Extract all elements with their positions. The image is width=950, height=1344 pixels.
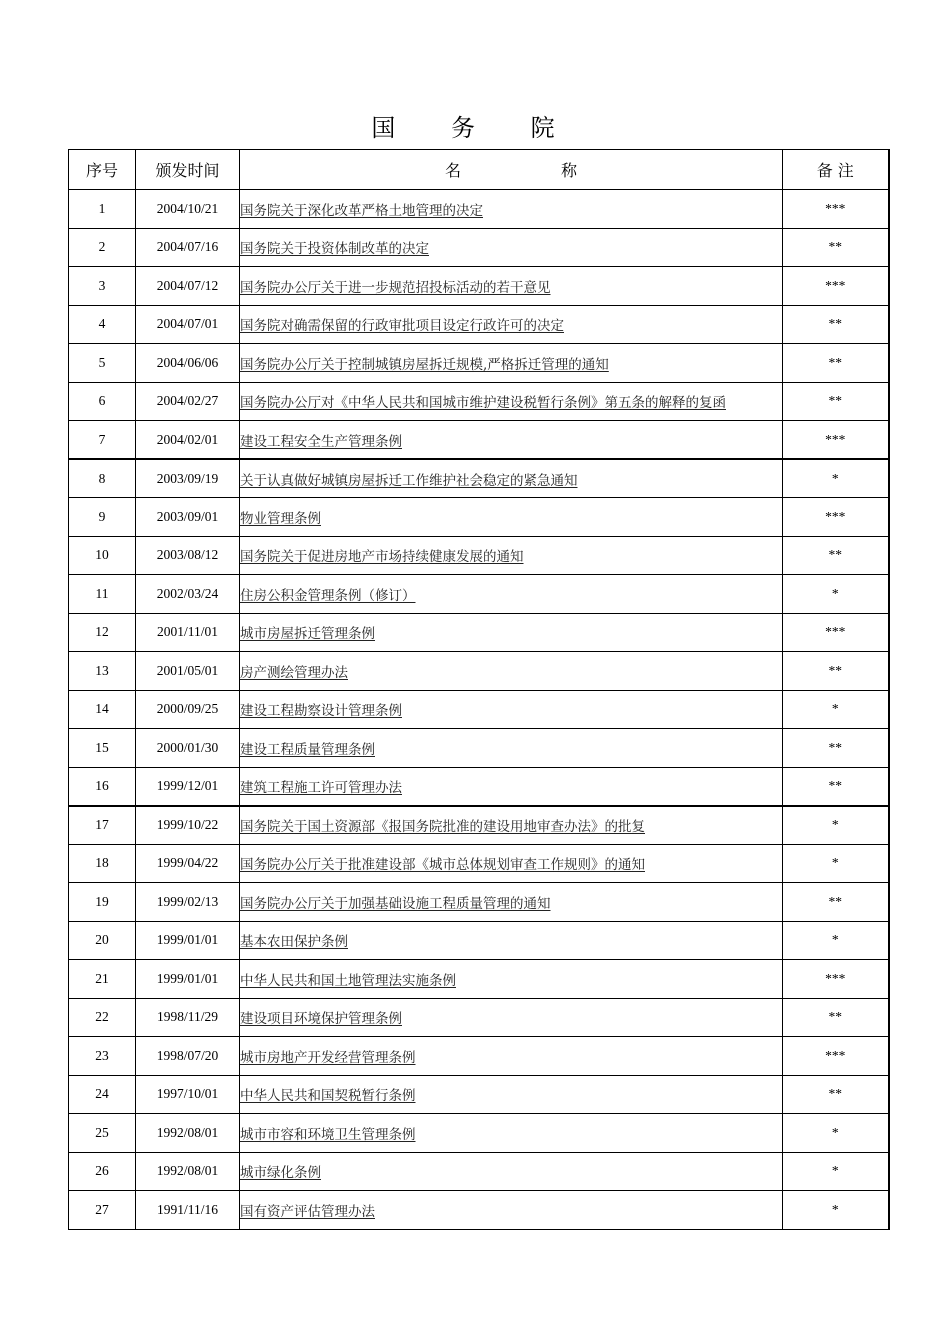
- row-date: 1992/08/01: [136, 1152, 240, 1191]
- row-seq: 12: [69, 613, 136, 652]
- row-date: 2003/09/19: [136, 459, 240, 498]
- row-date: 2000/09/25: [136, 690, 240, 729]
- row-date: 1999/12/01: [136, 767, 240, 806]
- regulation-link[interactable]: 城市房屋拆迁管理条例: [240, 626, 375, 643]
- regulation-link[interactable]: 城市房地产开发经营管理条例: [240, 1049, 416, 1066]
- row-date: 1999/10/22: [136, 806, 240, 845]
- row-seq: 18: [69, 844, 136, 883]
- table-row: [69, 498, 889, 537]
- row-name-cell: [240, 690, 783, 729]
- header-seq: 序号: [69, 150, 136, 190]
- regulation-link[interactable]: 中华人民共和国土地管理法实施条例: [240, 972, 456, 989]
- row-name-cell: [240, 921, 783, 960]
- table-row: [69, 613, 889, 652]
- row-date: 2004/07/16: [136, 228, 240, 267]
- row-seq: 15: [69, 729, 136, 768]
- row-name-cell: [240, 844, 783, 883]
- row-note: *: [783, 459, 889, 498]
- row-name-cell: [240, 1191, 783, 1230]
- row-seq: 13: [69, 652, 136, 691]
- row-name-cell: [240, 459, 783, 498]
- row-date: 1999/01/01: [136, 921, 240, 960]
- row-seq: 25: [69, 1114, 136, 1153]
- row-seq: 6: [69, 382, 136, 421]
- row-note: *: [783, 1114, 889, 1153]
- header-name: [240, 150, 783, 190]
- table-row: [69, 806, 889, 845]
- row-note: ***: [783, 421, 889, 460]
- table-row: [69, 1114, 889, 1153]
- regulation-link[interactable]: 国务院办公厅对《中华人民共和国城市维护建设税暂行条例》第五条的解释的复函: [240, 395, 726, 412]
- row-date: 2003/09/01: [136, 498, 240, 537]
- row-date: 1997/10/01: [136, 1075, 240, 1114]
- row-note: **: [783, 729, 889, 768]
- table-row: [69, 1075, 889, 1114]
- table-row: [69, 690, 889, 729]
- row-name-cell: [240, 806, 783, 845]
- row-date: 2002/03/24: [136, 575, 240, 614]
- regulation-link[interactable]: 国务院关于国土资源部《报国务院批准的建设用地审查办法》的批复: [240, 819, 645, 835]
- table-row: [69, 267, 889, 306]
- row-note: *: [783, 921, 889, 960]
- row-note: **: [783, 652, 889, 691]
- row-seq: 14: [69, 690, 136, 729]
- table-row: [69, 652, 889, 691]
- row-name-cell: [240, 767, 783, 806]
- table-row: [69, 536, 889, 575]
- regulation-link[interactable]: 国务院关于促进房地产市场持续健康发展的通知: [240, 549, 524, 566]
- table-row: [69, 382, 889, 421]
- row-note: *: [783, 575, 889, 614]
- table-row: [69, 1191, 889, 1230]
- regulation-link[interactable]: 关于认真做好城镇房屋拆迁工作维护社会稳定的紧急通知: [240, 472, 578, 489]
- table-row: [69, 459, 889, 498]
- row-name-cell: [240, 960, 783, 999]
- row-date: 1998/11/29: [136, 998, 240, 1037]
- row-seq: 5: [69, 344, 136, 383]
- row-date: 2004/02/01: [136, 421, 240, 460]
- row-name-cell: [240, 998, 783, 1037]
- row-seq: 8: [69, 459, 136, 498]
- table-row: [69, 305, 889, 344]
- row-note: *: [783, 806, 889, 845]
- regulation-link[interactable]: 建设工程勘察设计管理条例: [240, 703, 402, 720]
- row-date: 1999/01/01: [136, 960, 240, 999]
- header-name-right: 称: [561, 161, 578, 180]
- row-note: **: [783, 382, 889, 421]
- row-seq: 7: [69, 421, 136, 460]
- row-date: 2004/02/27: [136, 382, 240, 421]
- row-note: **: [783, 228, 889, 267]
- page-title: 国 务 院: [371, 114, 579, 142]
- regulation-link[interactable]: 国务院关于深化改革严格土地管理的决定: [240, 202, 483, 219]
- row-note: ***: [783, 190, 889, 229]
- regulation-link[interactable]: 建设工程质量管理条例: [240, 741, 375, 758]
- regulation-link[interactable]: 建设项目环境保护管理条例: [240, 1011, 402, 1028]
- header-note: 备 注: [783, 150, 889, 190]
- row-date: 1999/02/13: [136, 883, 240, 922]
- row-note: **: [783, 344, 889, 383]
- row-seq: 16: [69, 767, 136, 806]
- row-date: 1992/08/01: [136, 1114, 240, 1153]
- regulation-link[interactable]: 国务院办公厅关于批准建设部《城市总体规划审查工作规则》的通知: [240, 857, 645, 874]
- regulation-link[interactable]: 建筑工程施工许可管理办法: [240, 780, 402, 796]
- row-seq: 22: [69, 998, 136, 1037]
- row-note: ***: [783, 1037, 889, 1076]
- row-name-cell: [240, 421, 783, 460]
- row-seq: 1: [69, 190, 136, 229]
- table-row: [69, 998, 889, 1037]
- regulation-link[interactable]: 房产测绘管理办法: [240, 664, 348, 681]
- regulation-link[interactable]: 国务院办公厅关于控制城镇房屋拆迁规模,严格拆迁管理的通知: [240, 356, 609, 373]
- row-seq: 4: [69, 305, 136, 344]
- table-row: [69, 575, 889, 614]
- table-row: [69, 844, 889, 883]
- row-note: **: [783, 767, 889, 806]
- row-seq: 2: [69, 228, 136, 267]
- row-name-cell: [240, 1114, 783, 1153]
- header-name-left: 名: [444, 161, 461, 180]
- row-name-cell: [240, 536, 783, 575]
- regulation-link[interactable]: 国务院办公厅关于加强基础设施工程质量管理的通知: [240, 895, 551, 912]
- row-note: ***: [783, 960, 889, 999]
- row-note: **: [783, 998, 889, 1037]
- row-seq: 11: [69, 575, 136, 614]
- row-note: *: [783, 844, 889, 883]
- row-date: 2004/07/01: [136, 305, 240, 344]
- regulation-link[interactable]: 中华人民共和国契税暂行条例: [240, 1088, 416, 1105]
- row-name-cell: [240, 228, 783, 267]
- table-row: [69, 228, 889, 267]
- row-date: 1991/11/16: [136, 1191, 240, 1230]
- row-name-cell: [240, 1075, 783, 1114]
- row-note: **: [783, 536, 889, 575]
- row-note: ***: [783, 267, 889, 306]
- row-name-cell: [240, 729, 783, 768]
- row-seq: 26: [69, 1152, 136, 1191]
- row-name-cell: [240, 344, 783, 383]
- row-seq: 10: [69, 536, 136, 575]
- regulation-link[interactable]: 物业管理条例: [240, 510, 321, 527]
- table-header-row: [69, 150, 889, 190]
- row-seq: 23: [69, 1037, 136, 1076]
- table-row: [69, 921, 889, 960]
- table-row: [69, 883, 889, 922]
- regulation-link[interactable]: 国务院对确需保留的行政审批项目设定行政许可的决定: [240, 318, 564, 335]
- table-body: [69, 190, 889, 1230]
- row-date: 1999/04/22: [136, 844, 240, 883]
- row-seq: 27: [69, 1191, 136, 1230]
- row-date: 1998/07/20: [136, 1037, 240, 1076]
- row-name-cell: [240, 305, 783, 344]
- row-name-cell: [240, 613, 783, 652]
- regulation-link[interactable]: 建设工程安全生产管理条例: [240, 433, 402, 450]
- row-note: **: [783, 305, 889, 344]
- table-row: [69, 767, 889, 806]
- table-row: [69, 960, 889, 999]
- row-name-cell: [240, 652, 783, 691]
- row-note: ***: [783, 498, 889, 537]
- regulation-link[interactable]: 基本农田保护条例: [240, 934, 348, 951]
- row-date: 2003/08/12: [136, 536, 240, 575]
- regulation-link[interactable]: 国务院关于投资体制改革的决定: [240, 241, 429, 258]
- table-row: [69, 344, 889, 383]
- row-seq: 20: [69, 921, 136, 960]
- row-seq: 17: [69, 806, 136, 845]
- table-row: [69, 1152, 889, 1191]
- regulation-link[interactable]: 城市绿化条例: [240, 1165, 321, 1182]
- regulation-link[interactable]: 国有资产评估管理办法: [240, 1203, 375, 1220]
- row-seq: 19: [69, 883, 136, 922]
- row-name-cell: [240, 190, 783, 229]
- row-note: *: [783, 690, 889, 729]
- row-note: **: [783, 883, 889, 922]
- row-note: ***: [783, 613, 889, 652]
- table-row: [69, 1037, 889, 1076]
- row-date: 2004/10/21: [136, 190, 240, 229]
- header-date: 颁发时间: [136, 150, 240, 190]
- row-date: 2001/11/01: [136, 613, 240, 652]
- regulation-link[interactable]: 国务院办公厅关于进一步规范招投标活动的若干意见: [240, 279, 551, 296]
- table-row: [69, 190, 889, 229]
- row-date: 2001/05/01: [136, 652, 240, 691]
- row-note: **: [783, 1075, 889, 1114]
- regulation-link[interactable]: 城市市容和环境卫生管理条例: [240, 1126, 416, 1143]
- row-name-cell: [240, 1037, 783, 1076]
- row-name-cell: [240, 382, 783, 421]
- row-name-cell: [240, 498, 783, 537]
- row-name-cell: [240, 883, 783, 922]
- row-seq: 9: [69, 498, 136, 537]
- row-name-cell: [240, 575, 783, 614]
- table-row: [69, 729, 889, 768]
- row-seq: 3: [69, 267, 136, 306]
- row-date: 2000/01/30: [136, 729, 240, 768]
- row-date: 2004/07/12: [136, 267, 240, 306]
- row-name-cell: [240, 1152, 783, 1191]
- row-note: *: [783, 1191, 889, 1230]
- row-note: *: [783, 1152, 889, 1191]
- regulations-table: [68, 149, 890, 1230]
- row-date: 2004/06/06: [136, 344, 240, 383]
- row-name-cell: [240, 267, 783, 306]
- row-seq: 21: [69, 960, 136, 999]
- table-row: [69, 421, 889, 460]
- regulation-link[interactable]: 住房公积金管理条例（修订）: [240, 587, 416, 604]
- row-seq: 24: [69, 1075, 136, 1114]
